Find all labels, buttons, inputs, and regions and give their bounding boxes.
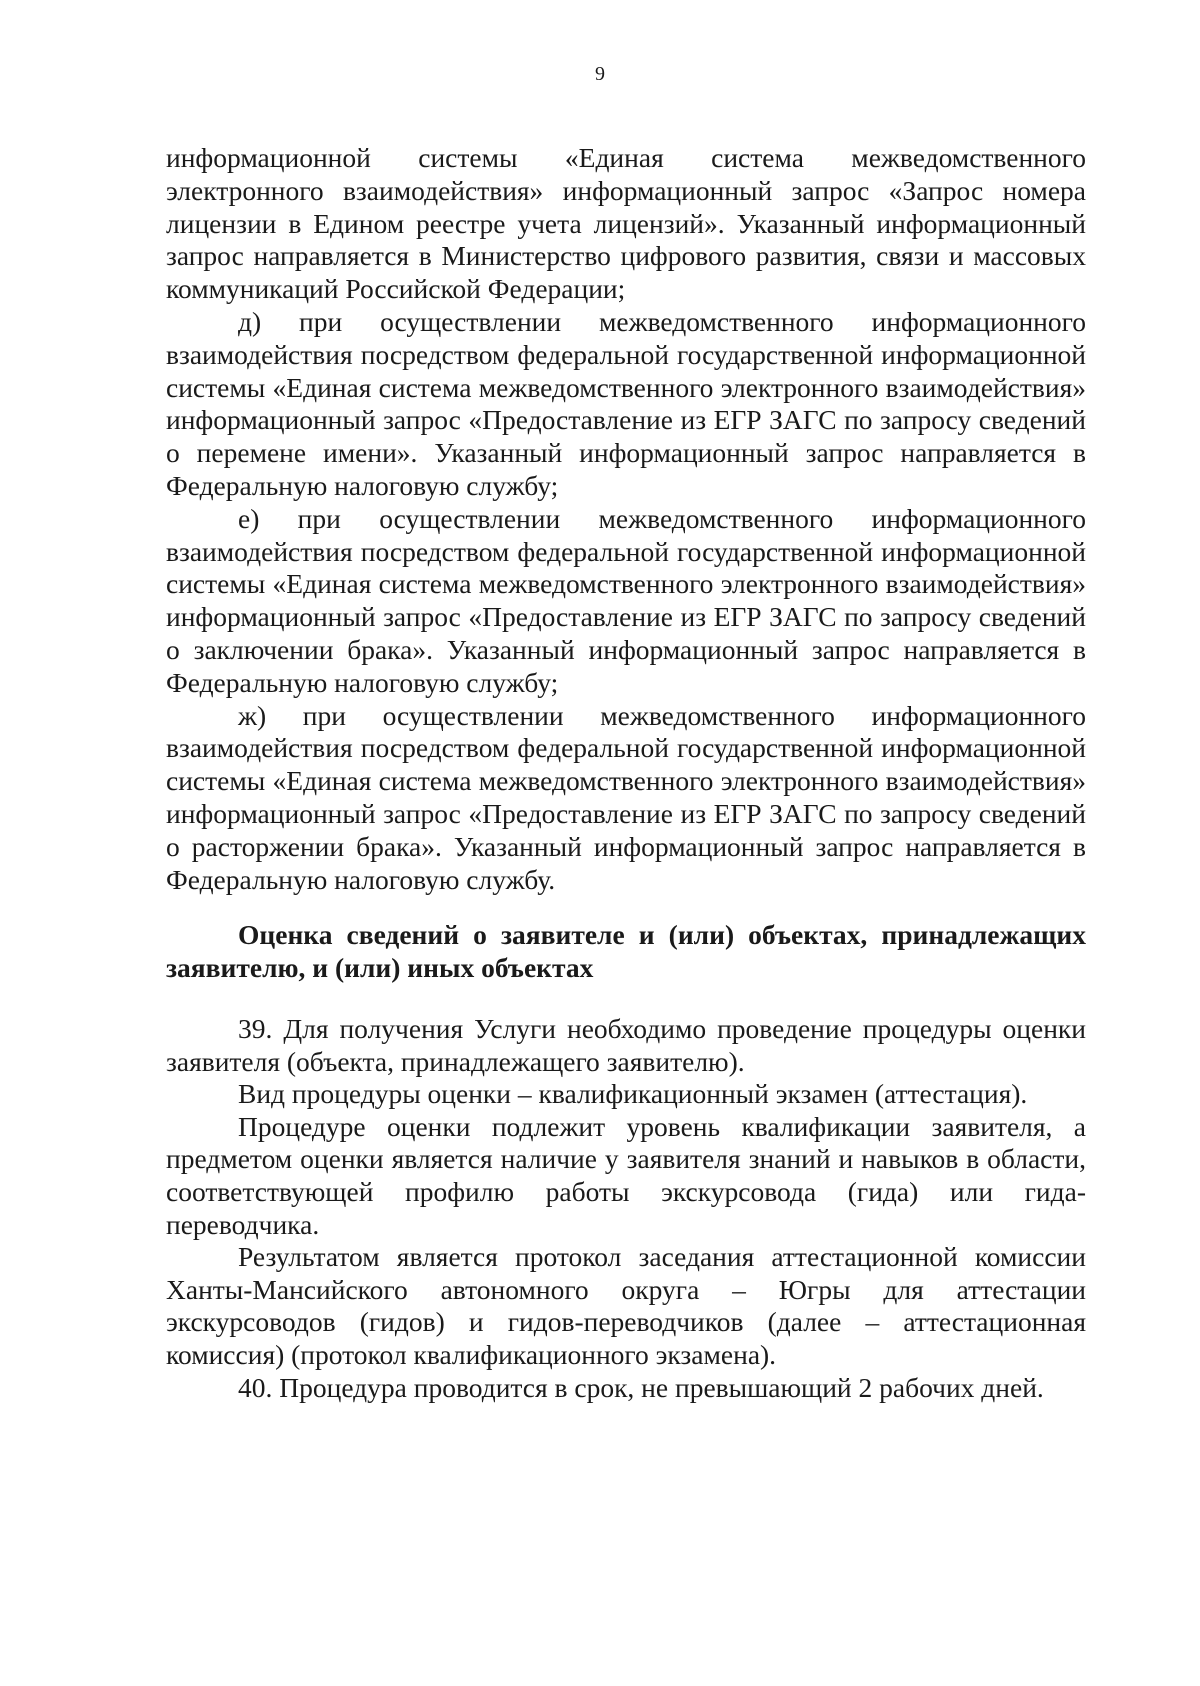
- page-number: 9: [595, 63, 605, 85]
- paragraph-procedure-type: Вид процедуры оценки – квалификационный экзамен (аттестация).: [238, 1078, 1028, 1110]
- paragraph-40: 40. Процедура проводится в срок, не превышающий 2 рабочих дней.: [238, 1371, 1044, 1403]
- body-text-block-a: [166, 142, 1086, 896]
- paragraph-item-e: е) при осуществлении межведомственного информационного взаимодействия посредством федеральной государственной информационной системы «Единая система межведомственного электронного взаимодействия» информационный запрос «Предоставление из ЕГР ЗАГС по запросу сведений о заключении брака». Указанный информационный запрос направляется в Федеральную налоговую службу;: [166, 502, 1086, 698]
- paragraph-continuation: информационной системы «Единая система межведомственного электронного взаимодействия» информационный запрос «Запрос номера лицензии в Едином реестре учета лицензий». Указанный информационный запрос направляется в Министерство цифрового развития, связи и массовых коммуникаций Российской Федерации;: [166, 142, 1086, 305]
- paragraph-39: 39. Для получения Услуги необходимо проведение процедуры оценки заявителя (объекта, принадлежащего заявителю).: [166, 1013, 1086, 1077]
- paragraph-item-zh: ж) при осуществлении межведомственного информационного взаимодействия посредством федеральной государственной информационной системы «Единая система межведомственного электронного взаимодействия» информационный запрос «Предоставление из ЕГР ЗАГС по запросу сведений о расторжении брака». Указанный информационный запрос направляется в Федеральную налоговую службу.: [166, 699, 1086, 895]
- paragraph-assessment-subject: Процедуре оценки подлежит уровень квалификации заявителя, а предметом оценки является наличие у заявителя знаний и навыков в области, соответствующей профилю работы экскурсовода (гида) или гида-переводчика.: [166, 1110, 1086, 1240]
- paragraph-result: Результатом является протокол заседания аттестационной комиссии Ханты-Мансийского автономного округа – Югры для аттестации экскурсоводов (гидов) и гидов-переводчиков (далее – аттестационная комиссия) (протокол квалификационного экзамена).: [166, 1241, 1086, 1370]
- paragraph-item-d: д) при осуществлении межведомственного информационного взаимодействия посредством федеральной государственной информационной системы «Единая система межведомственного электронного взаимодействия» информационный запрос «Предоставление из ЕГР ЗАГС по запросу сведений о перемене имени». Указанный информационный запрос направляется в Федеральную налоговую службу;: [166, 305, 1086, 501]
- body-text-block-b: [166, 1013, 1086, 1404]
- section-heading: Оценка сведений о заявителе и (или) объектах, принадлежащих заявителю, и (или) иных объектах: [166, 919, 1086, 983]
